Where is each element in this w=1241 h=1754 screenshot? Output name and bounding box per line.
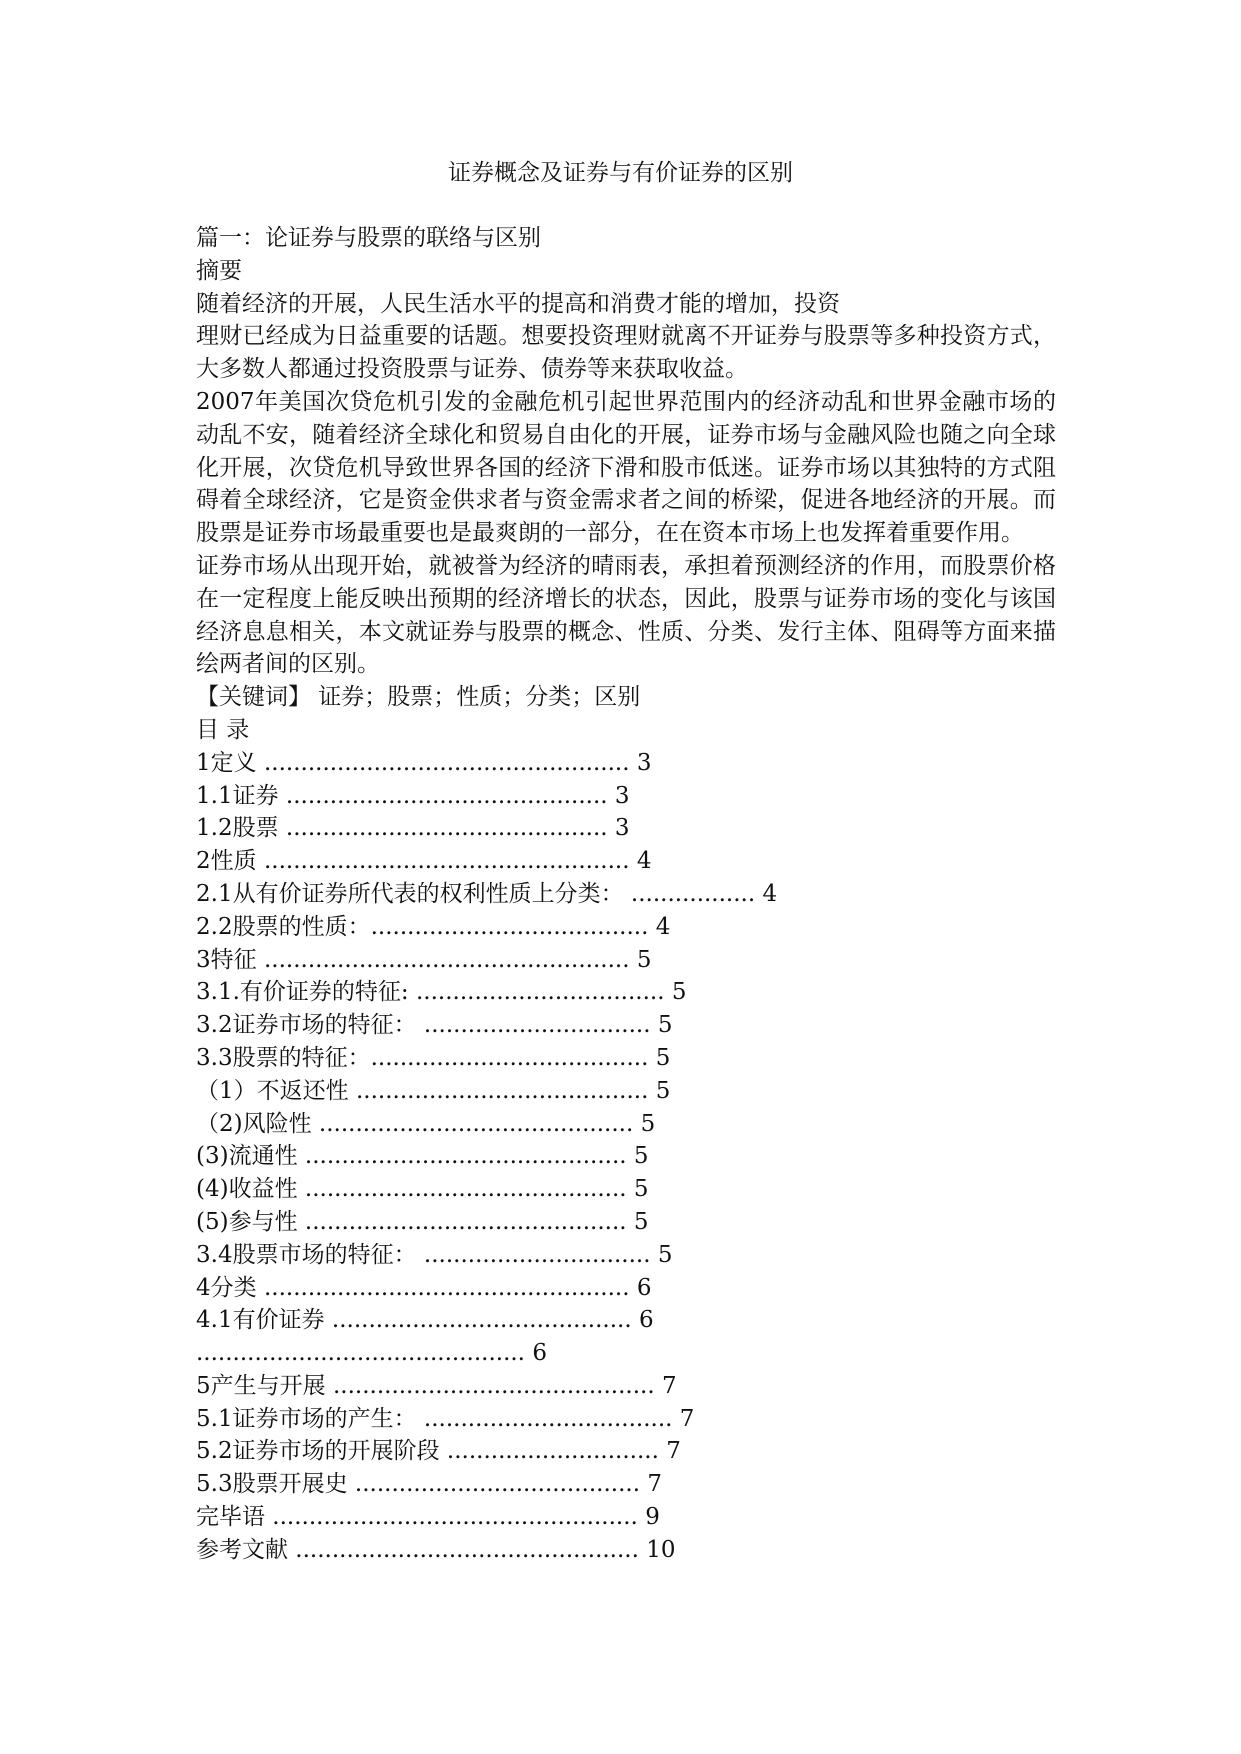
toc-entry-label: (4)收益性	[196, 1176, 298, 1203]
toc-entry[interactable]	[196, 976, 1056, 1009]
toc-entry-page-number: 7	[661, 1372, 677, 1399]
toc-entry-page-number: 6	[532, 1340, 547, 1367]
toc-entry[interactable]	[196, 1272, 1056, 1305]
toc-entry[interactable]	[196, 1140, 1056, 1173]
toc-entry-label: 2.1从有价证券所代表的权利性质上分类：	[196, 880, 624, 907]
toc-entry-leader-dots: ..................................................	[265, 1504, 646, 1531]
toc-entry-leader-dots: ............................................	[325, 1372, 662, 1399]
toc-entry-leader-dots: ...............................	[416, 1012, 658, 1039]
toc-entry-leader-dots: ............................................	[278, 782, 615, 809]
toc-entry-label: （1）不返还性	[196, 1077, 349, 1104]
toc-entry[interactable]	[196, 1009, 1056, 1042]
toc-entry-page-number: 5	[640, 1110, 656, 1137]
toc-entry-label: （2)风险性	[196, 1110, 312, 1137]
toc-entry[interactable]	[196, 845, 1056, 878]
toc-entry-label: 完毕语	[196, 1504, 265, 1531]
toc-entry-leader-dots: .......................................	[347, 1471, 648, 1498]
toc-entry[interactable]	[196, 1173, 1056, 1206]
toc-entry-label: 1.1证券	[196, 782, 279, 809]
section-heading: 篇一：论证券与股票的联络与区别	[196, 225, 541, 251]
toc-entry-page-number: 7	[679, 1405, 695, 1432]
toc-entry-label: 5产生与开展	[196, 1372, 326, 1399]
toc-entry-label: 5.2证券市场的开展阶段	[196, 1438, 440, 1465]
toc-entry-page-number: 5	[636, 946, 652, 973]
toc-entry[interactable]	[196, 812, 1056, 845]
toc-entry-label: 2性质	[196, 848, 257, 875]
toc-entry-page-number: 5	[671, 979, 687, 1006]
toc-entry[interactable]	[196, 1239, 1056, 1272]
toc-entry[interactable]	[196, 1468, 1056, 1501]
toc-entry-page-number: 3	[636, 749, 652, 776]
toc-entry-page-number: 5	[655, 1077, 671, 1104]
toc-entry-leader-dots: ........................................	[348, 1077, 656, 1104]
toc-entry-leader-dots: ......................................	[370, 913, 656, 940]
toc-entry-page-number: 9	[645, 1504, 660, 1531]
paragraph-2: 理财已经成为日益重要的话题。想要投资理财就离不开证券与股票等多种投资方式，大多数人都通过投资股票与证券、债券等来获取收益。	[196, 323, 1056, 383]
paragraph-4: 证券市场从出现开始，就被誉为经济的晴雨表，承担着预测经济的作用，而股票价格在一定程度上能反映出预期的经济增长的状态，因此，股票与证券市场的变化与该国经济息息相关，本文就证券与股票的概念、性质、分类、发行主体、阻碍等方面来描绘两者间的区别。	[196, 552, 1056, 678]
toc-entry-label: 3.3股票的特征：	[196, 1044, 371, 1071]
toc-entry-leader-dots: ...........................................	[311, 1110, 641, 1137]
toc-entry-label: (5)参与性	[196, 1208, 298, 1235]
toc-entry-leader-dots: ..................................................	[256, 848, 637, 875]
toc-entry-page-number: 6	[638, 1307, 654, 1334]
toc-entry[interactable]	[196, 780, 1056, 813]
toc-entry-label: 5.3股票开展史	[196, 1471, 348, 1498]
toc-entry[interactable]	[196, 1108, 1056, 1141]
paragraph-1: 随着经济的开展，人民生活水平的提高和消费才能的增加，投资	[196, 290, 840, 317]
toc-entry-leader-dots: ...............................	[416, 1241, 658, 1268]
toc-entry-label: (3)流通性	[196, 1143, 298, 1170]
toc-entry-leader-dots: ..................................................	[256, 749, 637, 776]
toc-entry-leader-dots: ...............................................	[288, 1536, 647, 1563]
toc-entry-leader-dots: ......................................	[370, 1044, 656, 1071]
toc-entry-label: 参考文献	[196, 1536, 288, 1563]
toc-entry-label: 5.1证券市场的产生：	[196, 1405, 417, 1432]
toc-entry-leader-dots: ............................................	[278, 815, 615, 842]
toc-entry[interactable]	[196, 1075, 1056, 1108]
toc-entry-label: 1.2股票	[196, 815, 279, 842]
toc-entry[interactable]	[196, 911, 1056, 944]
toc-entry-page-number: 7	[647, 1471, 662, 1498]
toc-entry-leader-dots: ..................................	[408, 979, 672, 1006]
toc-entry-page-number: 5	[657, 1012, 673, 1039]
toc-entry-label: 3.4股票市场的特征：	[196, 1241, 417, 1268]
abstract-label: 摘要	[196, 257, 242, 284]
toc-entry-leader-dots: ............................................	[297, 1176, 634, 1203]
toc-entry[interactable]	[196, 1337, 1056, 1370]
toc-entry[interactable]	[196, 1534, 1056, 1567]
toc-entry[interactable]	[196, 1501, 1056, 1534]
toc-entry[interactable]	[196, 1304, 1056, 1337]
toc-entry-page-number: 10	[646, 1536, 676, 1563]
toc-entry-label: 4分类	[196, 1274, 257, 1301]
toc-entry[interactable]	[196, 747, 1056, 780]
toc-entry-leader-dots: .............................	[439, 1438, 667, 1465]
toc-entry-leader-dots: ..................................	[416, 1405, 680, 1432]
toc-entry[interactable]	[196, 1403, 1056, 1436]
toc-entry-label: 3特征	[196, 946, 257, 973]
toc-entry[interactable]	[196, 878, 1056, 911]
toc-entry-page-number: 4	[655, 913, 671, 940]
paragraph-3: 2007年美国次贷危机引发的金融危机引起世界范围内的经济动乱和世界金融市场的动乱不安，随着经济全球化和贸易自由化的开展，证券市场与金融风险也随之向全球化开展，次贷危机导致世界各国的经济下滑和股市低迷。证券市场以其独特的方式阻碍着全球经济，它是资金供求者与资金需求者之间的桥梁，促进各地经济的开展。而股票是证券市场最重要也是最爽朗的一部分，在在资本市场上也发挥着重要作用。	[196, 388, 1056, 547]
toc-entry-page-number: 5	[655, 1044, 671, 1071]
keywords-line: 【关键词】 证券；股票；性质；分类；区别	[196, 684, 641, 711]
toc-entry-page-number: 5	[633, 1176, 649, 1203]
toc-entry-label: 4.1有价证券	[196, 1307, 325, 1334]
document-title: 证券概念及证券与有价证券的区别	[448, 160, 793, 186]
toc-entry-label: 3.2证券市场的特征：	[196, 1012, 417, 1039]
toc-entry[interactable]	[196, 1206, 1056, 1239]
toc-entry[interactable]	[196, 1042, 1056, 1075]
toc-entry-leader-dots: ..................................................	[256, 1274, 637, 1301]
toc-entry-page-number: 4	[762, 880, 778, 907]
document-body	[196, 222, 1056, 1567]
toc-entry-page-number: 7	[666, 1438, 681, 1465]
toc-entry-leader-dots: .............................................	[196, 1340, 533, 1367]
toc-heading: 目 录	[196, 716, 250, 743]
toc-entry-leader-dots: ............................................	[297, 1143, 634, 1170]
toc-entry-label: 2.2股票的性质：	[196, 913, 371, 940]
toc-entry-leader-dots: ............................................	[297, 1208, 634, 1235]
toc-entry-page-number: 5	[657, 1241, 673, 1268]
toc-entry-leader-dots: .........................................	[324, 1307, 639, 1334]
toc-entry[interactable]	[196, 944, 1056, 977]
toc-entry-page-number: 6	[636, 1274, 652, 1301]
toc-entry-page-number: 4	[636, 848, 652, 875]
toc-entry[interactable]	[196, 1435, 1056, 1468]
toc-entry-leader-dots: ..................................................	[256, 946, 637, 973]
toc-entry-page-number: 3	[614, 815, 630, 842]
toc-entry-page-number: 5	[633, 1143, 649, 1170]
toc-entry-leader-dots: .................	[623, 880, 763, 907]
toc-entry-label: 1定义	[196, 749, 257, 776]
toc-entry-page-number: 5	[633, 1208, 649, 1235]
toc-entry-label: 3.1.有价证券的特征:	[196, 979, 409, 1006]
toc-entry[interactable]	[196, 1370, 1056, 1403]
table-of-contents	[196, 747, 1056, 1567]
toc-entry-page-number: 3	[614, 782, 630, 809]
